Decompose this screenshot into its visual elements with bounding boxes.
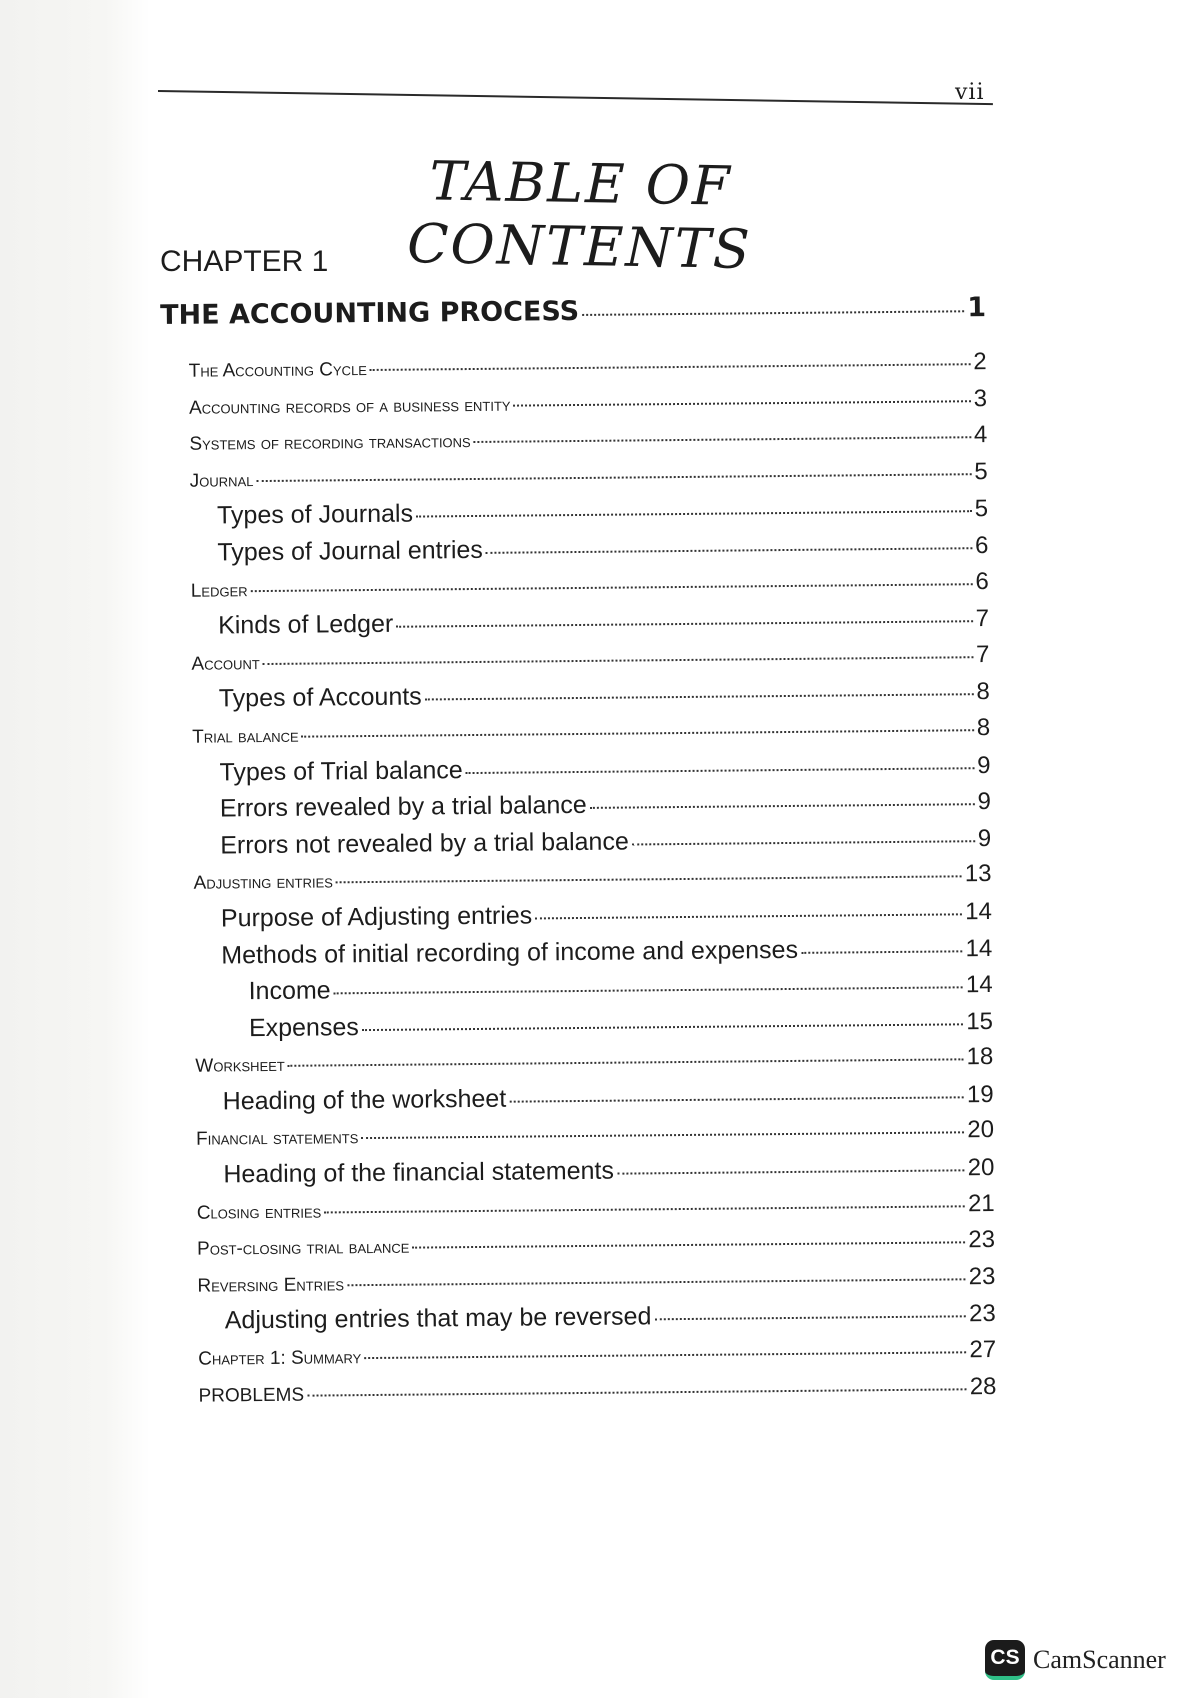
dot-leader xyxy=(632,839,975,845)
toc-entry-page: 23 xyxy=(968,1226,996,1254)
dot-leader xyxy=(362,1022,964,1031)
toc-entry xyxy=(160,292,986,356)
toc-entry-label: Systems of recording transactions xyxy=(189,431,471,455)
toc-entry-page: 1 xyxy=(967,292,987,324)
toc-entry-page: 3 xyxy=(973,384,988,412)
toc-entry-label: Account xyxy=(191,652,260,675)
toc-entry-page: 13 xyxy=(964,860,992,888)
dot-leader xyxy=(590,802,975,809)
toc-entry-label: Types of Journal entries xyxy=(217,535,483,567)
dot-leader xyxy=(336,875,962,884)
header-rule xyxy=(158,90,993,105)
toc-entry-page: 27 xyxy=(969,1336,997,1364)
toc-entry-label: Heading of the worksheet xyxy=(222,1084,507,1116)
toc-entry-page: 19 xyxy=(966,1080,994,1109)
toc-entry-label: Financial statements xyxy=(195,1127,359,1151)
dot-leader xyxy=(302,728,974,737)
toc-entry-label: Heading of the financial statements xyxy=(223,1156,615,1189)
toc-entry-label: Types of Journals xyxy=(216,499,414,530)
page-edge-shadow xyxy=(0,0,150,1698)
page-title: TABLE OF CONTENTS xyxy=(406,149,753,281)
dot-leader xyxy=(466,766,974,774)
dot-leader xyxy=(474,435,971,443)
toc-entry-label: Accounting records of a business entity xyxy=(188,394,511,419)
camscanner-watermark xyxy=(985,1640,1166,1680)
toc-entry-page: 14 xyxy=(965,934,993,962)
chapter-label: CHAPTER 1 xyxy=(160,245,329,278)
toc-entry-page: 8 xyxy=(976,713,991,742)
dot-leader xyxy=(509,1095,964,1102)
dot-leader xyxy=(416,510,972,518)
toc-entry-page: 6 xyxy=(974,532,989,560)
toc-entry-page: 15 xyxy=(966,1007,994,1035)
dot-leader xyxy=(334,985,963,994)
toc-entry-page: 7 xyxy=(975,605,990,633)
toc-entry-label: Trial balance xyxy=(192,725,299,748)
dot-leader xyxy=(263,655,973,665)
toc-entry-page: 9 xyxy=(977,788,991,816)
dot-leader xyxy=(582,309,964,316)
dot-leader xyxy=(801,949,963,954)
toc-entry-page: 28 xyxy=(969,1372,997,1400)
toc-entry-label: The Accounting Cycle xyxy=(188,359,368,382)
toc-entry-label: Adjusting entries that may be reversed xyxy=(224,1302,652,1335)
dot-leader xyxy=(324,1204,965,1213)
page-number: vii xyxy=(955,80,985,105)
toc-entry-page: 23 xyxy=(968,1300,996,1328)
toc-entry-page: 9 xyxy=(977,824,992,852)
toc-entry-page: 20 xyxy=(967,1154,995,1182)
dot-leader xyxy=(396,619,973,628)
dot-leader xyxy=(347,1277,966,1286)
dot-leader xyxy=(513,399,970,406)
dot-leader xyxy=(425,693,974,701)
toc-entry-label: Reversing Entries xyxy=(197,1274,345,1297)
toc-entry-label: Worksheet xyxy=(195,1055,285,1077)
toc-entry-label: Types of Trial balance xyxy=(219,755,463,786)
dot-leader xyxy=(288,1058,964,1067)
toc-entry-label: Methods of initial recording of income and expenses xyxy=(221,935,799,969)
toc-entry-label: Kinds of Ledger xyxy=(217,609,394,640)
camscanner-label: CamScanner xyxy=(1033,1645,1166,1674)
dot-leader xyxy=(486,546,972,554)
toc-entry-label: Closing entries xyxy=(196,1201,322,1224)
toc-entry-page: 21 xyxy=(967,1189,995,1217)
toc-entry-label: Purpose of Adjusting entries xyxy=(220,901,533,933)
toc-entry-page: 7 xyxy=(975,640,990,668)
toc-entry-page: 23 xyxy=(968,1262,996,1291)
dot-leader xyxy=(256,472,971,482)
toc-entry-page: 5 xyxy=(974,495,989,523)
toc-entry xyxy=(170,1373,996,1418)
toc-entry-label: Journal xyxy=(189,469,254,492)
dot-leader xyxy=(361,1131,964,1140)
toc-entry-page: 2 xyxy=(973,348,987,376)
dot-leader xyxy=(251,582,973,592)
toc-entry-label: PROBLEMS xyxy=(198,1384,305,1407)
toc-entry-label: THE ACCOUNTING PROCESS xyxy=(160,295,580,331)
toc-entry-page: 6 xyxy=(975,567,989,595)
dot-leader xyxy=(617,1168,965,1174)
camscanner-logo-icon: CS xyxy=(985,1640,1025,1680)
dot-leader xyxy=(654,1315,966,1321)
dot-leader xyxy=(370,362,970,371)
toc-entry-page: 4 xyxy=(973,421,988,449)
toc-entry-page: 8 xyxy=(976,678,990,706)
dot-leader xyxy=(364,1350,966,1359)
toc-entry-label: Chapter 1: Summary xyxy=(198,1347,362,1370)
toc-entry-label: Errors not revealed by a trial balance xyxy=(220,827,629,860)
toc-entry-label: Income xyxy=(248,976,331,1006)
toc-entry-label: Ledger xyxy=(190,579,248,602)
dot-leader xyxy=(535,912,962,919)
toc-entry-page: 5 xyxy=(974,457,988,485)
toc-entry-page: 9 xyxy=(977,751,991,779)
toc-entry-page: 14 xyxy=(965,897,993,926)
toc-entry-label: Types of Accounts xyxy=(218,682,422,713)
dot-leader xyxy=(307,1387,967,1396)
toc-entry-page: 14 xyxy=(965,971,993,999)
table-of-contents xyxy=(160,292,997,1417)
toc-entry-page: 20 xyxy=(967,1116,995,1144)
toc-entry-label: Errors revealed by a trial balance xyxy=(219,791,587,823)
toc-entry-label: Post-closing trial balance xyxy=(197,1236,410,1260)
toc-entry-page: 18 xyxy=(966,1043,994,1071)
dot-leader xyxy=(412,1241,965,1249)
toc-entry-label: Expenses xyxy=(248,1012,359,1042)
toc-entry-label: Adjusting entries xyxy=(193,871,333,895)
